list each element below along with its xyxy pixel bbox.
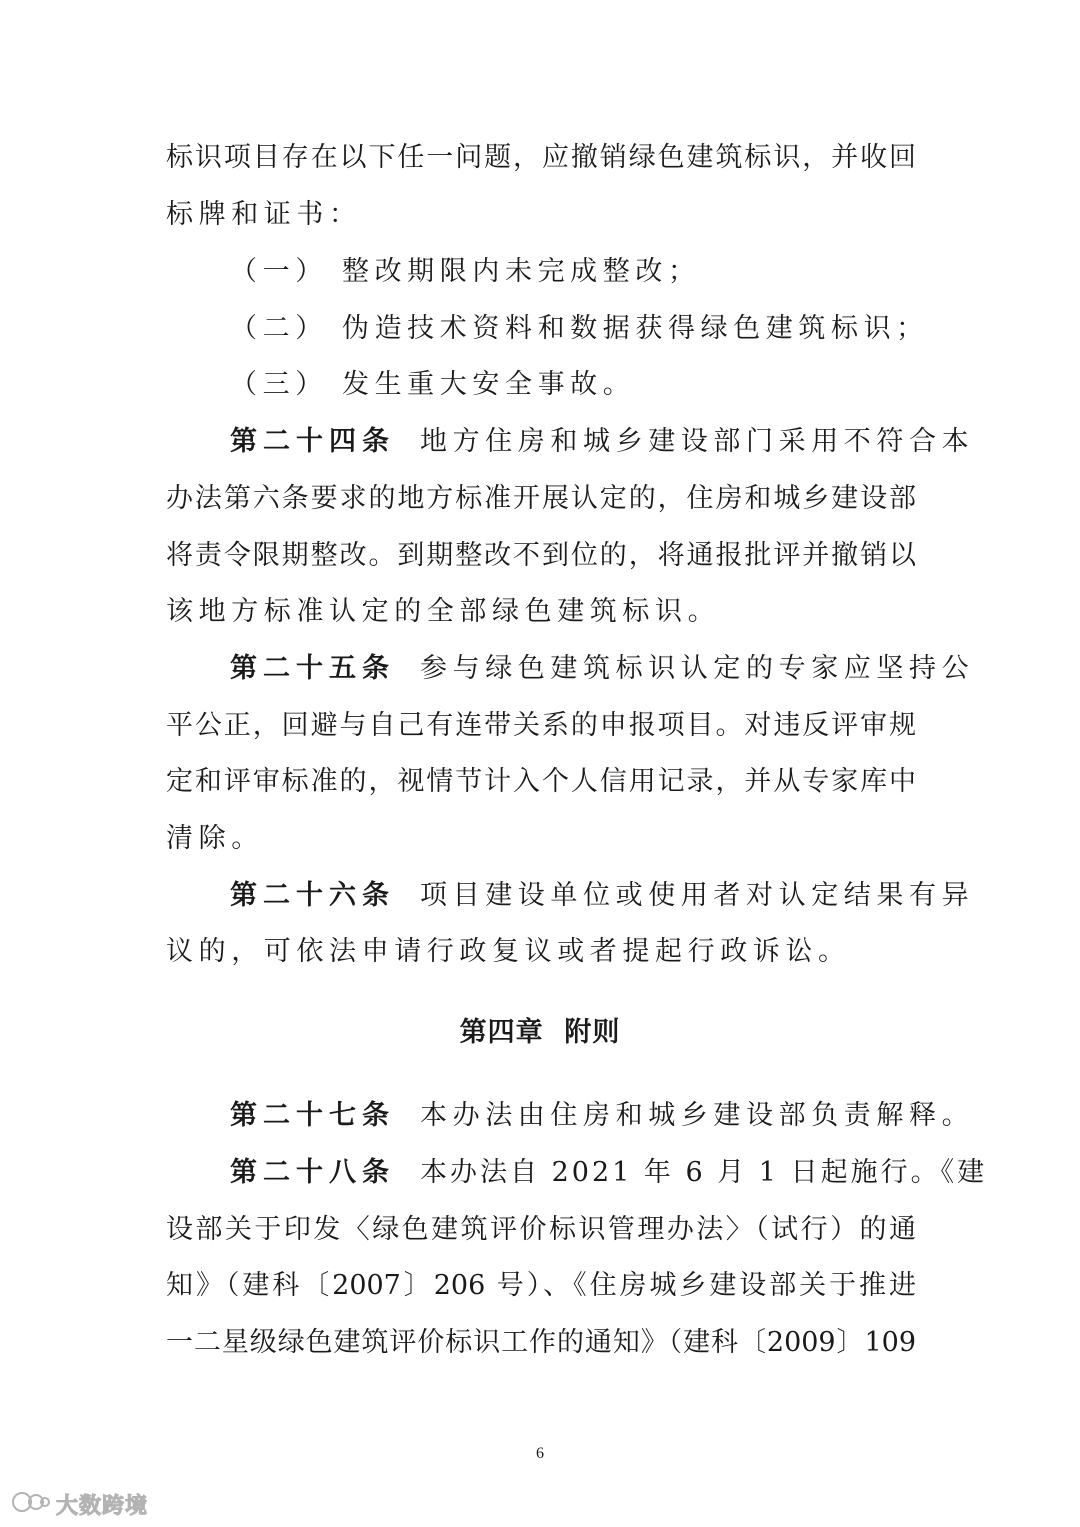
paragraph-line: 该地方标准认定的全部绿色建筑标识。 [166, 596, 721, 627]
paragraph-line: 设部关于印发〈绿色建筑评价标识管理办法〉（试行）的通 [166, 1214, 916, 1245]
article-25-first-line [230, 651, 975, 687]
article-title: 第二十五条 [230, 653, 395, 684]
watermark [10, 1489, 148, 1519]
article-26-first-line [230, 878, 975, 914]
paragraph-line: 定和评审标准的，视情节计入个人信用记录，并从专家库中 [166, 766, 916, 797]
paragraph-line: 标牌和证书： [166, 199, 362, 230]
logo-icon [10, 1488, 50, 1520]
paragraph-line: 议的，可依法申请行政复议或者提起行政诉讼。 [166, 936, 851, 967]
paragraph-line: 办法第六条要求的地方标准开展认定的，住房和城乡建设部 [166, 483, 916, 514]
page-number: 6 [536, 1445, 544, 1462]
paragraph-line: 将责令限期整改。到期整改不到位的，将通报批评并撤销以 [166, 540, 916, 571]
article-title: 第二十四条 [230, 426, 395, 457]
paragraph-line: 清除。 [166, 823, 264, 854]
list-item: （三） 发生重大安全事故。 [230, 369, 636, 400]
article-24-first-line [230, 424, 975, 460]
article-title: 第二十八条 [230, 1157, 395, 1188]
article-text: 参与绿色建筑标识认定的专家应坚持公 [420, 653, 975, 684]
watermark-text: 大数跨境 [56, 1493, 149, 1519]
article-27-first-line [230, 1098, 975, 1134]
paragraph-line: 一二星级绿色建筑评价标识工作的通知》（建科〔2009〕109 [166, 1327, 916, 1358]
article-title: 第二十六条 [230, 880, 395, 911]
paragraph-line: 平公正，回避与自己有连带关系的申报项目。对违反评审规 [166, 710, 916, 741]
chapter-heading: 第四章 附则 [459, 1017, 621, 1048]
article-text: 地方住房和城乡建设部门采用不符合本 [420, 426, 975, 457]
paragraph-line: 知》（建科〔2007〕206 号）、《住房城乡建设部关于推进 [166, 1270, 916, 1301]
list-item: （一） 整改期限内未完成整改； [230, 256, 701, 287]
article-title: 第二十七条 [230, 1100, 395, 1131]
article-28-first-line [230, 1155, 988, 1191]
list-item: （二） 伪造技术资料和数据获得绿色建筑标识； [230, 313, 929, 344]
article-text: 本办法自 2021 年 6 月 1 日起施行。《建 [420, 1157, 988, 1188]
article-text: 项目建设单位或使用者对认定结果有异 [420, 880, 975, 911]
paragraph-line: 标识项目存在以下任一问题，应撤销绿色建筑标识，并收回 [166, 142, 916, 173]
article-text: 本办法由住房和城乡建设部负责解释。 [420, 1100, 975, 1131]
